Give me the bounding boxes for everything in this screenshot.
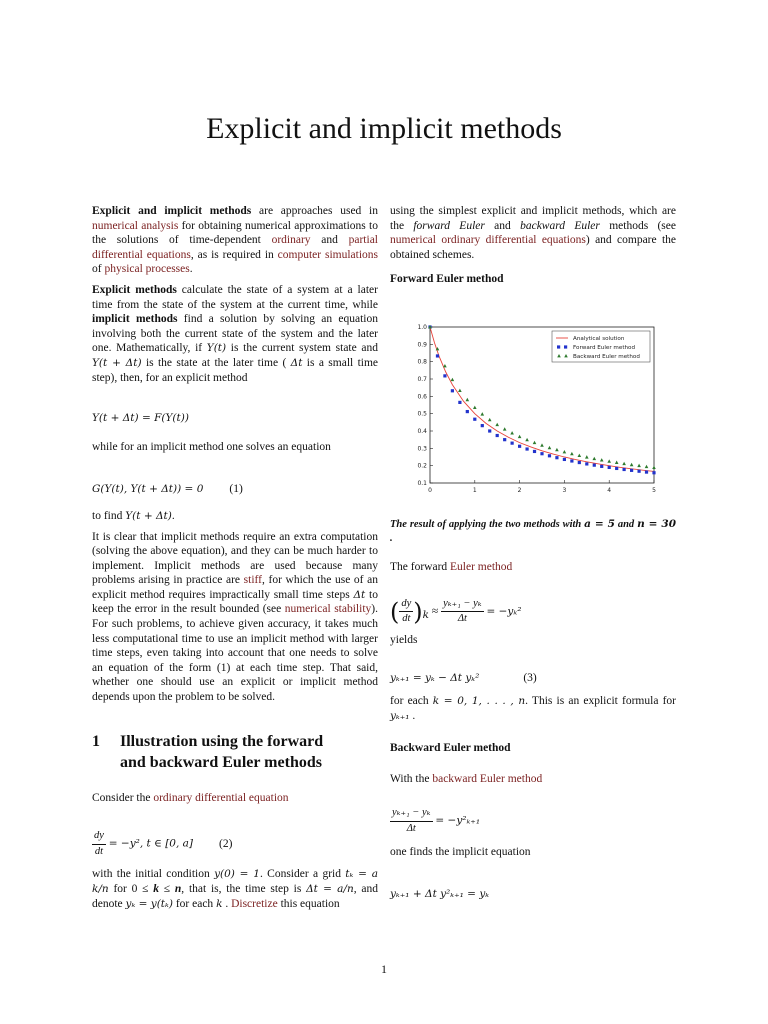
point-forward-euler xyxy=(466,410,469,413)
point-backward-euler xyxy=(615,461,619,464)
fraction xyxy=(390,806,433,836)
text: methods (see xyxy=(599,219,676,232)
text: . xyxy=(189,263,193,276)
text: . xyxy=(390,532,393,544)
text-paragraph xyxy=(390,772,676,787)
text: and xyxy=(484,219,521,232)
point-backward-euler xyxy=(533,441,537,444)
subheading-backward-euler: Backward Euler method xyxy=(390,742,511,755)
right-column xyxy=(390,204,676,902)
point-backward-euler xyxy=(637,464,641,467)
point-backward-euler xyxy=(488,418,492,421)
point-forward-euler xyxy=(488,429,491,432)
math-inline: k xyxy=(216,897,223,910)
euler-comparison-chart xyxy=(404,321,664,501)
text: , as is required in xyxy=(190,248,278,261)
y-tick-label: 0.3 xyxy=(417,445,427,453)
math-display: yₖ₊₁ = yₖ − Δt yₖ² xyxy=(390,672,480,685)
point-forward-euler xyxy=(578,461,581,464)
page-number: 1 xyxy=(381,962,387,976)
y-tick-label: 0.6 xyxy=(417,393,427,401)
term-bold: Explicit methods xyxy=(92,283,177,296)
text: for obtaining numerical approximations to the solutions of time-dependent xyxy=(92,219,378,247)
point-forward-euler xyxy=(630,469,633,472)
text-paragraph: while for an implicit method one solves an equation xyxy=(92,440,331,453)
math-inline: y(0) = 1 xyxy=(214,868,260,881)
legend-swatch xyxy=(564,345,567,348)
point-backward-euler xyxy=(518,435,522,438)
text: for each xyxy=(390,694,433,707)
text: for each xyxy=(172,897,217,910)
text: is a small time step), then, for an explicit method xyxy=(92,356,379,384)
point-backward-euler xyxy=(443,364,447,367)
point-forward-euler xyxy=(608,466,611,469)
definition-paragraph xyxy=(92,283,378,385)
point-forward-euler xyxy=(533,450,536,453)
page-title: Explicit and implicit methods xyxy=(206,112,562,145)
point-forward-euler xyxy=(555,456,558,459)
legend-label: Forward Euler method xyxy=(573,344,636,351)
text: calculate the state of a system at a later time from the state of the system at the current time, while xyxy=(92,283,378,311)
point-backward-euler xyxy=(622,462,626,465)
point-forward-euler xyxy=(503,438,506,441)
text: , that is, the time step is xyxy=(181,883,307,895)
point-backward-euler xyxy=(525,438,529,441)
math-inline: n = 30 xyxy=(637,517,677,530)
y-tick-label: 0.8 xyxy=(417,358,427,366)
point-backward-euler xyxy=(466,398,470,401)
text: using the simplest explicit and implicit methods, which are the xyxy=(390,205,676,232)
text: of xyxy=(92,263,105,276)
math-display: = −y², t ∈ [0, a] xyxy=(108,837,194,850)
math-inline: k xyxy=(153,883,160,895)
point-forward-euler xyxy=(637,470,640,473)
math-inline: k = 0, 1, . . . , n xyxy=(432,694,526,707)
math-inline: Δt = a/n xyxy=(306,883,354,895)
point-forward-euler xyxy=(623,468,626,471)
legend-label: Backward Euler method xyxy=(573,353,640,360)
equation-explicit xyxy=(92,411,378,426)
point-forward-euler xyxy=(600,465,603,468)
text: is the current system state and xyxy=(226,342,378,355)
equation-ode xyxy=(92,829,378,859)
math-inline: Y(t) xyxy=(206,342,227,355)
left-column xyxy=(92,204,378,917)
math-inline: yₖ = y(tₖ) xyxy=(125,897,173,910)
x-tick-label: 3 xyxy=(562,486,567,494)
math-inline: Y(t + Δt) xyxy=(92,356,142,369)
link-physical-processes[interactable]: physical processes xyxy=(104,263,190,276)
math-inline: yₖ₊₁ xyxy=(390,709,410,722)
numerator: yₖ₊₁ − yₖ xyxy=(390,806,433,822)
equation-backward-implicit xyxy=(390,887,676,902)
intro-paragraph xyxy=(92,204,378,277)
link-stiff[interactable]: stiff xyxy=(243,574,262,587)
link-discretize[interactable]: Discretize xyxy=(231,897,278,910)
point-backward-euler xyxy=(652,466,656,469)
text: to keep the error in the result bounded (see xyxy=(92,588,378,616)
link-ordinary[interactable]: ordinary xyxy=(271,234,311,247)
figure-caption xyxy=(390,517,676,546)
point-forward-euler xyxy=(615,467,618,470)
text: The result of applying the two methods with xyxy=(390,518,585,530)
text: ) and compare the obtained schemes. xyxy=(390,234,676,261)
math-inline: Δt xyxy=(353,588,366,601)
x-tick-label: 5 xyxy=(652,486,656,494)
y-tick-label: 0.2 xyxy=(417,462,427,470)
math-display: = −y²ₖ₊₁ xyxy=(435,815,481,828)
math-inline: tₖ = a k/n xyxy=(92,868,378,895)
fraction xyxy=(92,829,106,859)
fraction xyxy=(441,597,484,627)
point-backward-euler xyxy=(600,458,604,461)
point-forward-euler xyxy=(645,470,648,473)
point-forward-euler xyxy=(548,454,551,457)
point-backward-euler xyxy=(458,389,462,392)
point-backward-euler xyxy=(510,431,514,434)
equation-forward-euler: ( $\frac{dy}{dt}$ )$_k$ ≈ $\frac{\text{yₖ₊₁ − yₖ}}{\Delta t}$ = −yₖ² xyxy=(390,597,522,626)
link-ode[interactable]: ordinary differential equation xyxy=(153,791,289,804)
point-backward-euler xyxy=(585,455,589,458)
text: . xyxy=(409,709,416,722)
point-backward-euler xyxy=(451,378,455,381)
math-display: Y(t + Δt) = F(Y(t)) xyxy=(92,412,189,425)
text-paragraph xyxy=(390,204,676,262)
text: with the initial condition xyxy=(92,868,215,881)
equation-implicit xyxy=(92,482,378,497)
point-forward-euler xyxy=(436,354,439,357)
math-display: yₖ₊₁ + Δt y²ₖ₊₁ = yₖ xyxy=(390,888,490,901)
point-forward-euler xyxy=(593,464,596,467)
numerator: dy xyxy=(399,597,413,613)
fraction xyxy=(399,597,413,627)
y-tick-label: 0.7 xyxy=(417,375,427,383)
text: and xyxy=(310,234,349,247)
text: With the xyxy=(390,772,433,785)
x-tick-label: 4 xyxy=(607,486,612,494)
point-backward-euler xyxy=(548,446,552,449)
text: ≤ xyxy=(159,883,175,895)
text-paragraph xyxy=(390,560,676,575)
point-forward-euler xyxy=(518,445,521,448)
point-forward-euler xyxy=(496,434,499,437)
point-backward-euler xyxy=(592,457,596,460)
point-forward-euler xyxy=(652,471,655,474)
link-numerical-stability[interactable]: numerical stability xyxy=(284,603,372,616)
equation-number: (2) xyxy=(219,837,233,850)
text: . This is an explicit formula for xyxy=(525,694,676,707)
point-backward-euler xyxy=(570,452,574,455)
subscript: k xyxy=(422,608,430,621)
point-backward-euler xyxy=(480,412,484,415)
math-inline: a = 5 xyxy=(584,517,615,530)
math-display: G(Y(t), Y(t + Δt)) = 0 xyxy=(92,483,204,496)
math-inline: n xyxy=(174,883,182,895)
text-paragraph xyxy=(92,791,378,806)
point-backward-euler xyxy=(645,465,649,468)
equation-number: (3) xyxy=(523,672,537,685)
point-forward-euler xyxy=(481,424,484,427)
link-computer-simulations[interactable]: computer simulations xyxy=(277,248,378,261)
link-numerical-analysis[interactable]: numerical analysis xyxy=(92,219,179,232)
link-numerical-ode[interactable]: numerical ordinary differential equations xyxy=(390,234,586,247)
link-backward-euler-method[interactable]: backward Euler method xyxy=(432,772,543,785)
x-tick-label: 0 xyxy=(428,486,432,494)
point-backward-euler xyxy=(540,443,544,446)
point-forward-euler xyxy=(570,459,573,462)
text: find a solution by solving an equation involving both the current state of the system and the later one. Mathematically, if xyxy=(92,313,378,355)
text: The forward xyxy=(390,560,451,573)
text: , and denote xyxy=(92,883,378,910)
operator: ≈ xyxy=(431,605,439,618)
text: are approaches used in xyxy=(251,205,378,217)
y-tick-label: 0.9 xyxy=(417,341,427,349)
text-paragraph xyxy=(92,509,378,524)
link-pde[interactable]: partial differential equations xyxy=(92,234,378,261)
term-bold: implicit methods xyxy=(92,313,178,326)
point-forward-euler xyxy=(451,389,454,392)
point-backward-euler xyxy=(607,459,611,462)
stiffness-paragraph xyxy=(92,530,378,705)
point-forward-euler xyxy=(563,458,566,461)
y-tick-label: 0.4 xyxy=(417,427,427,435)
point-backward-euler xyxy=(495,423,499,426)
x-tick-label: 1 xyxy=(472,486,477,494)
text: and xyxy=(614,518,638,530)
point-forward-euler xyxy=(585,462,588,465)
numerator: yₖ₊₁ − yₖ xyxy=(441,597,484,613)
point-backward-euler xyxy=(473,406,477,409)
text: this equation xyxy=(277,897,340,910)
text: . xyxy=(171,509,175,522)
subheading-forward-euler: Forward Euler method xyxy=(390,273,504,286)
legend-swatch xyxy=(557,345,560,348)
equation-forward-explicit xyxy=(390,671,676,686)
x-tick-label: 2 xyxy=(517,486,522,494)
grid-paragraph xyxy=(92,867,378,911)
point-backward-euler xyxy=(563,450,567,453)
section-heading xyxy=(92,731,378,773)
denominator: dt xyxy=(94,845,104,857)
text: ). For such problems, to achieve given accuracy, it takes much less computational time to use an implicit method with larger time steps, even taking into account that one needs to solve an equation of the form (1) at each time step. That said, whether one should use an explicit or implicit method depends upon the problem to be solved. xyxy=(92,603,378,704)
y-tick-label: 0.5 xyxy=(417,410,427,418)
text: It is clear that implicit methods require an extra computation (solving the above equation), and they can be much harder to implement. Implicit methods are used because many problems arising in practice are xyxy=(92,530,378,587)
section-number: 1 xyxy=(92,732,100,750)
y-tick-label: 0.1 xyxy=(417,479,427,487)
text: . xyxy=(222,897,232,910)
text-paragraph xyxy=(390,694,676,723)
math-display: = −yₖ² xyxy=(486,605,522,618)
link-euler-method[interactable]: Euler method xyxy=(450,560,513,573)
point-backward-euler xyxy=(578,454,582,457)
text: , for which the use of an explicit method requires impractically small time steps xyxy=(92,574,379,601)
math-inline: Y(t + Δt) xyxy=(125,509,172,522)
text: Consider the xyxy=(92,791,154,804)
point-forward-euler xyxy=(511,442,514,445)
text: . Consider a grid xyxy=(259,868,346,881)
point-forward-euler xyxy=(443,374,446,377)
section-title: and backward Euler methods xyxy=(120,753,322,771)
term-bold: Explicit and implicit methods xyxy=(92,205,252,217)
italic-term: backward Euler xyxy=(520,219,600,232)
text-paragraph: yields xyxy=(390,633,418,646)
denominator: dt xyxy=(402,613,411,625)
y-tick-label: 1.0 xyxy=(417,323,427,331)
point-forward-euler xyxy=(473,418,476,421)
legend-label: Analytical solution xyxy=(573,335,625,342)
point-backward-euler xyxy=(555,448,559,451)
denominator: Δt xyxy=(406,822,416,834)
point-backward-euler xyxy=(503,427,507,430)
text: for 0 ≤ xyxy=(108,883,154,895)
text: to find xyxy=(92,509,126,522)
point-forward-euler xyxy=(540,452,543,455)
denominator: Δt xyxy=(457,613,467,625)
equation-backward-euler xyxy=(390,806,676,836)
equation-number: (1) xyxy=(229,483,243,496)
italic-term: forward Euler xyxy=(413,219,485,232)
math-inline: Δt xyxy=(290,356,303,369)
text: is the state at the later time ( xyxy=(141,356,291,369)
text-paragraph: one finds the implicit equation xyxy=(390,845,531,858)
section-title: Illustration using the forward xyxy=(120,732,324,750)
numerator: dy xyxy=(92,829,106,845)
point-forward-euler xyxy=(525,447,528,450)
point-forward-euler xyxy=(458,401,461,404)
point-backward-euler xyxy=(630,463,634,466)
